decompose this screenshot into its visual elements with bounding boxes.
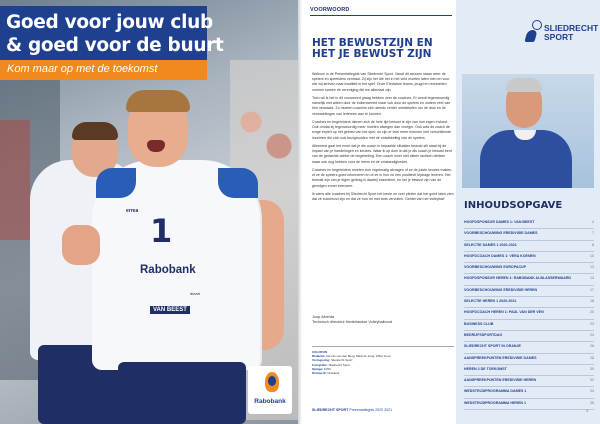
sliedrecht-sport-logo (524, 20, 599, 50)
toc-title: INHOUDSOPGAVE (464, 200, 563, 211)
toc-item[interactable] (464, 342, 594, 353)
colofon-row: Oplage: 1000 (312, 366, 331, 371)
toc-item[interactable] (464, 354, 594, 365)
table-of-contents (464, 218, 594, 410)
toc-item-label: AANSPREEKPUNTEN EREDIVISIE HEREN (464, 378, 537, 383)
jersey-brand: errea (126, 208, 139, 214)
toc-item-page: 34 (590, 389, 594, 394)
toc-item-label: SLIEDRECHT SPORT IN ORANJE (464, 344, 521, 349)
toc-item-label: VOORBESCHOUWING EREDIVISIE DAMES (464, 231, 538, 236)
colofon-row: Redactie: Dennis van den Berg, Mark de Jong, Wilco Kooy (312, 354, 391, 359)
toc-item-label: BUSINESS CLUB (464, 321, 494, 326)
rabobank-icon (265, 372, 279, 392)
volleyball-player-icon (524, 20, 542, 44)
toc-item[interactable] (464, 274, 594, 285)
main-player-mouth (147, 140, 165, 152)
toc-item-page: 24 (590, 332, 594, 337)
toc-item-page: 23 (590, 321, 594, 326)
toc-item-page: 7 (592, 231, 594, 236)
article-title-line-1: HET BEWUSTZIJN EN (312, 37, 433, 49)
toc-item-page: 8 (592, 242, 594, 247)
toc-item[interactable] (464, 308, 594, 319)
section-rule (310, 15, 452, 16)
toc-item-label: HOOFDSPONSOR DAMES 1: VAN BEEST (464, 220, 535, 224)
toc-item-label: SELECTIE HEREN 1 2020-2021 (464, 299, 517, 304)
background-crowd (230, 90, 298, 170)
toc-item-page: 28 (590, 355, 594, 360)
headline-line-1: Goed voor jouw club (6, 12, 213, 33)
article-title-line-2: HET JE BEWUST ZIJN (312, 48, 432, 60)
body-paragraph: Ik wens alle coaches bij Sliedrecht Sport het beste en veel plezier dat het goed laten zien dat ze succesvol zijn en dat ze hun rol met trots vervullen. Geniet van het volleybal! (312, 192, 454, 202)
page-number: 3 (586, 408, 589, 413)
toc-item[interactable] (464, 320, 594, 331)
background-shape (0, 120, 30, 240)
toc-item-label: VOORBESCHOUWING EREDIVISIE HEREN (464, 287, 538, 292)
toc-item[interactable] (464, 263, 594, 274)
toc-item-page: 17 (590, 287, 594, 292)
colofon-row: Drukwerk: Drukkerij (312, 371, 340, 376)
signature-title: Technisch directeur Nederlandse Volleybalbond (312, 320, 392, 325)
toc-item-label: BEDRIJFSSPORTDAG (464, 332, 503, 337)
subheadline-box (0, 60, 207, 80)
toc-item-page: 14 (590, 276, 594, 281)
jersey-van-beest: VAN BEEST (150, 306, 190, 314)
author-portrait (462, 74, 594, 188)
toc-item[interactable] (464, 365, 594, 376)
main-player-hair (126, 90, 190, 112)
toc-item[interactable] (464, 399, 594, 410)
headline-box (0, 6, 224, 60)
toc-item[interactable] (464, 331, 594, 342)
toc-item-page: 32 (590, 378, 594, 383)
signature (312, 315, 452, 325)
footer-brand: SLIEDRECHT SPORT (312, 408, 349, 412)
toc-item[interactable] (464, 252, 594, 263)
main-player-fist (62, 225, 100, 265)
rabobank-logo (248, 366, 292, 414)
body-paragraph: Toch wil ik het in dit voorwoord graag hebben over de coaches. Er wordt tegenwoordig namelijk niet alleen door de buitenwereld maar ook door de spelers en ouders veel van hen verwacht. Zo moeten coaches zich steeds verder ontwikkelen om de druk en de verwachtingen van iedereen aan te kunnen. (312, 96, 451, 116)
toc-item-label: HOOFDCOACH DAMES 1: VERA KOENEN (464, 253, 536, 258)
jersey-sub-sponsor: dizzel (190, 291, 201, 296)
headline-line-2: & goed voor de buurt (6, 35, 224, 56)
jersey-shoulder-right (218, 168, 258, 198)
toc-item[interactable] (464, 376, 594, 387)
body-paragraph: Coaches en begeleiders moeten zich regelmatig afvragen of ze de juiste keuzes maken, of ze de spelers goed informeren en of ze in hun rol een positieve bijdrage leveren. Het bewust zijn van je eigen gedrag is daarbij essentieel, en het je bewust zijn van de gevolgen ervan evenzeer. (312, 168, 453, 188)
toc-item-page: 18 (590, 299, 594, 304)
toc-item-page: 4 (592, 220, 594, 224)
toc-item[interactable] (464, 286, 594, 297)
toc-item-label: HOOFDCOACH HEREN 1: PAUL VAN DER VEN (464, 310, 544, 315)
toc-item[interactable] (464, 218, 594, 229)
logo-text: SLIEDRECHT SPORT (544, 23, 599, 42)
toc-item-page: 35 (590, 400, 594, 405)
page-footer (312, 408, 392, 412)
body-paragraph: Allereerst gaat het erom dat je als coach in bepaalde situaties bewust stil staat bij de impact van je handelingen en keuzes. Waar ik op doel is dat je als coach je bewust bent van de gedachte achter de begeleiding. Een coach moet niet alleen tactisch denken maar ook oog hebben voor de mens en de omstandigheden. (312, 144, 452, 164)
second-player-hair (72, 122, 118, 140)
body-paragraph: Coaches en begeleiders dienen zich de hele tijd bewust te zijn van hun eigen invloed. Ook omdat zij tegenwoordig meer moeten afwegen dan vroeger. Ook was de coach de enige expert op het gebied van het spel; nu zijn er veel meer mensen met verschillende inzichten die zich ook bezighouden met de ontwikkeling van de spelers. (312, 120, 452, 140)
toc-item-page: 13 (590, 265, 594, 270)
toc-item-label: HOOFDSPONSOR HEREN 1: RABOBANK ALBLASSERWAARD (464, 276, 572, 281)
portrait-hair (506, 78, 542, 92)
toc-item-page: 26 (590, 344, 594, 349)
toc-item-label: VOORBESCHOUWING EUROPACUP (464, 265, 527, 270)
subheadline: Kom maar op met de toekomst (7, 63, 158, 75)
colofon-row: COLOFON (312, 350, 327, 354)
toc-item[interactable] (464, 229, 594, 240)
toc-item-label: WEDSTRIJDPROGRAMMA HEREN 1 (464, 400, 526, 405)
toc-item[interactable] (464, 241, 594, 252)
signature-name: Joop Alberda (312, 315, 335, 319)
jersey-shoulder-left (96, 168, 136, 198)
jersey-sponsor: Rabobank (140, 264, 196, 276)
toc-item-label: WEDSTRIJDPROGRAMMA DAMES 1 (464, 389, 527, 394)
section-label: VOORWOORD (310, 7, 350, 13)
toc-item-page: 10 (590, 253, 594, 258)
toc-item-page: 20 (590, 310, 594, 315)
rabobank-label: Rabobank (254, 398, 286, 405)
footer-text: Presentatiegids 2020 2021 (349, 408, 393, 412)
colofon (312, 346, 454, 375)
toc-item[interactable] (464, 387, 594, 398)
toc-item-page: 30 (590, 366, 594, 371)
right-page (302, 0, 600, 424)
body-paragraph: Welkom in de Presentatiegids van Sliedrecht Sport. Vanaf dit seizoen staan weer de spelers en speelsters centraal. Zij zijn het die het in het veld moeten laten zien en voor wie wij streven naar kwaliteit in het spel. Onze Eredivisie teams, jeugd en recreanten vormen samen de vereniging die we allemaal zijn. (312, 72, 450, 92)
colofon-row: Vormgeving: Sliedrecht Sport (312, 358, 353, 363)
toc-item-label: HEREN 2 DE TOEKOMST (464, 366, 507, 371)
toc-item-label: SELECTIE DAMES 1 2020-2021 (464, 242, 517, 247)
article-body (312, 72, 454, 206)
jersey-number: 1 (150, 212, 173, 250)
main-player-shorts (118, 362, 246, 424)
left-page-advertisement (0, 0, 298, 424)
toc-item-label: AANSPREEKPUNTEN EREDIVISIE DAMES (464, 355, 537, 360)
colofon-row: Fotografie: Sliedrecht Sport (312, 362, 350, 367)
side-panel (456, 0, 600, 424)
toc-item[interactable] (464, 297, 594, 308)
